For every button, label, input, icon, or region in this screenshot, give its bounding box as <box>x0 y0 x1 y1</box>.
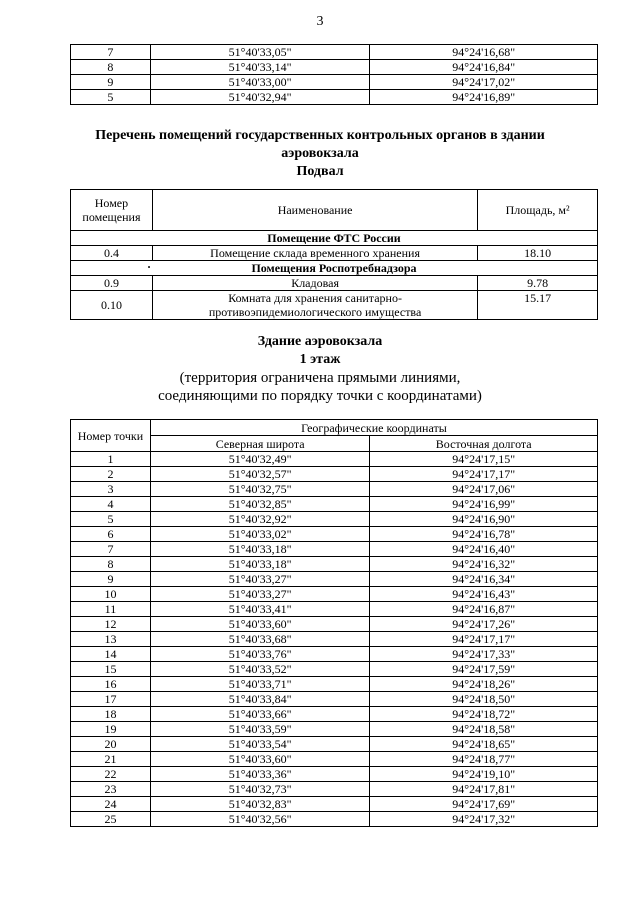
longitude: 94°24'16,32" <box>370 557 598 572</box>
longitude: 94°24'17,26" <box>370 617 598 632</box>
table-row <box>71 767 598 782</box>
point-number: 16 <box>71 677 151 692</box>
note-line2: соединяющими по порядку точки с координатами) <box>158 388 482 404</box>
point-number: 6 <box>71 527 151 542</box>
longitude: 94°24'16,89" <box>370 90 598 105</box>
latitude: 51°40'33,27" <box>150 587 370 602</box>
room-area: 18.10 <box>478 246 598 261</box>
rooms-group-fts: Помещение ФТС России <box>71 231 598 246</box>
table-row <box>71 482 598 497</box>
latitude: 51°40'33,54" <box>150 737 370 752</box>
latitude: 51°40'33,68" <box>150 632 370 647</box>
table-row <box>71 782 598 797</box>
table-row <box>71 542 598 557</box>
point-number: 7 <box>71 542 151 557</box>
longitude: 94°24'18,72" <box>370 707 598 722</box>
latitude: 51°40'33,60" <box>150 752 370 767</box>
longitude: 94°24'19,10" <box>370 767 598 782</box>
room-num: 0.9 <box>71 276 153 291</box>
latitude: 51°40'33,05" <box>150 45 370 60</box>
point-number: 22 <box>71 767 151 782</box>
point-number: 5 <box>71 512 151 527</box>
note-line1: (территория ограничена прямыми линиями, <box>179 370 461 386</box>
point-number: 14 <box>71 647 151 662</box>
room-area: 15.17 <box>478 291 598 320</box>
top-coordinates-table <box>70 44 598 105</box>
latitude: 51°40'33,27" <box>150 572 370 587</box>
point-number: 8 <box>71 60 151 75</box>
longitude: 94°24'16,99" <box>370 497 598 512</box>
longitude: 94°24'16,84" <box>370 60 598 75</box>
latitude: 51°40'32,85" <box>150 497 370 512</box>
latitude: 51°40'32,92" <box>150 512 370 527</box>
point-number: 3 <box>71 482 151 497</box>
table-row <box>71 467 598 482</box>
rooms-table <box>70 189 598 320</box>
point-number: 9 <box>71 75 151 90</box>
table-row <box>71 812 598 827</box>
latitude: 51°40'33,18" <box>150 542 370 557</box>
point-number: 10 <box>71 587 151 602</box>
table-row <box>71 497 598 512</box>
longitude: 94°24'17,59" <box>370 662 598 677</box>
table-row <box>71 45 598 60</box>
table-row <box>71 722 598 737</box>
latitude: 51°40'32,94" <box>150 90 370 105</box>
longitude: 94°24'17,17" <box>370 632 598 647</box>
rooms-group-rpn-label: Помещения Роспотребнадзора <box>251 261 417 275</box>
room-name-line2: противоэпидемиологического имущества <box>208 305 422 319</box>
table-row <box>71 527 598 542</box>
longitude: 94°24'16,87" <box>370 602 598 617</box>
coords-col-num: Номер точки <box>71 420 151 452</box>
table-row <box>71 677 598 692</box>
coordinates-table <box>70 419 598 827</box>
longitude: 94°24'18,58" <box>370 722 598 737</box>
latitude: 51°40'33,41" <box>150 602 370 617</box>
point-number: 7 <box>71 45 151 60</box>
latitude: 51°40'32,73" <box>150 782 370 797</box>
table-row <box>71 692 598 707</box>
longitude: 94°24'18,77" <box>370 752 598 767</box>
latitude: 51°40'33,84" <box>150 692 370 707</box>
table-row <box>71 602 598 617</box>
point-number: 8 <box>71 557 151 572</box>
longitude: 94°24'16,43" <box>370 587 598 602</box>
longitude: 94°24'16,78" <box>370 527 598 542</box>
latitude: 51°40'33,76" <box>150 647 370 662</box>
rooms-group-rpn <box>71 261 598 276</box>
table-row <box>71 752 598 767</box>
table-row <box>71 452 598 467</box>
point-number: 20 <box>71 737 151 752</box>
rooms-col-num: Номер помещения <box>71 190 153 231</box>
longitude: 94°24'18,26" <box>370 677 598 692</box>
latitude: 51°40'32,49" <box>150 452 370 467</box>
floor-title: 1 этаж <box>299 352 341 367</box>
building-title: Здание аэровокзала <box>257 334 383 349</box>
longitude: 94°24'17,32" <box>370 812 598 827</box>
point-number: 2 <box>71 467 151 482</box>
longitude: 94°24'17,81" <box>370 782 598 797</box>
point-number: 4 <box>71 497 151 512</box>
table-row <box>71 647 598 662</box>
table-row <box>71 662 598 677</box>
stray-mark: • <box>147 263 151 272</box>
table-row <box>71 75 598 90</box>
point-number: 18 <box>71 707 151 722</box>
point-number: 5 <box>71 90 151 105</box>
latitude: 51°40'33,02" <box>150 527 370 542</box>
latitude: 51°40'33,71" <box>150 677 370 692</box>
room-name: Кладовая <box>152 276 477 291</box>
room-num: 0.10 <box>71 291 153 320</box>
point-number: 19 <box>71 722 151 737</box>
page-number: 3 <box>316 14 324 29</box>
longitude: 94°24'16,90" <box>370 512 598 527</box>
table-row <box>71 572 598 587</box>
point-number: 12 <box>71 617 151 632</box>
longitude: 94°24'16,40" <box>370 542 598 557</box>
room-name: Помещение склада временного хранения <box>152 246 477 261</box>
point-number: 11 <box>71 602 151 617</box>
longitude: 94°24'17,69" <box>370 797 598 812</box>
room-num: 0.4 <box>71 246 153 261</box>
table-row <box>71 797 598 812</box>
table-row <box>71 737 598 752</box>
latitude: 51°40'33,14" <box>150 60 370 75</box>
point-number: 13 <box>71 632 151 647</box>
longitude: 94°24'17,15" <box>370 452 598 467</box>
latitude: 51°40'33,59" <box>150 722 370 737</box>
section-title-line2: аэровокзала <box>281 146 359 161</box>
table-row <box>71 90 598 105</box>
table-row <box>71 60 598 75</box>
section-subtitle: Подвал <box>296 164 344 179</box>
latitude: 51°40'32,56" <box>150 812 370 827</box>
latitude: 51°40'33,36" <box>150 767 370 782</box>
latitude: 51°40'33,18" <box>150 557 370 572</box>
coords-col-lon: Восточная долгота <box>370 436 598 452</box>
longitude: 94°24'17,33" <box>370 647 598 662</box>
room-area: 9.78 <box>478 276 598 291</box>
point-number: 17 <box>71 692 151 707</box>
longitude: 94°24'17,02" <box>370 75 598 90</box>
room-name <box>152 291 477 320</box>
latitude: 51°40'33,60" <box>150 617 370 632</box>
longitude: 94°24'17,17" <box>370 467 598 482</box>
latitude: 51°40'32,83" <box>150 797 370 812</box>
section-title-line1: Перечень помещений государственных контрольных органов в здании <box>95 128 545 143</box>
longitude: 94°24'18,65" <box>370 737 598 752</box>
point-number: 15 <box>71 662 151 677</box>
table-row <box>71 587 598 602</box>
latitude: 51°40'32,57" <box>150 467 370 482</box>
coords-col-lat: Северная широта <box>150 436 370 452</box>
table-row <box>71 512 598 527</box>
table-row <box>71 557 598 572</box>
longitude: 94°24'16,34" <box>370 572 598 587</box>
latitude: 51°40'33,00" <box>150 75 370 90</box>
table-row <box>71 617 598 632</box>
longitude: 94°24'18,50" <box>370 692 598 707</box>
latitude: 51°40'32,75" <box>150 482 370 497</box>
point-number: 23 <box>71 782 151 797</box>
point-number: 1 <box>71 452 151 467</box>
point-number: 9 <box>71 572 151 587</box>
room-name-line1: Комната для хранения санитарно- <box>228 291 402 305</box>
rooms-col-name: Наименование <box>152 190 477 231</box>
rooms-col-area: Площадь, м² <box>478 190 598 231</box>
coords-col-geo: Географические координаты <box>150 420 597 436</box>
latitude: 51°40'33,66" <box>150 707 370 722</box>
longitude: 94°24'17,06" <box>370 482 598 497</box>
latitude: 51°40'33,52" <box>150 662 370 677</box>
table-row <box>71 707 598 722</box>
point-number: 21 <box>71 752 151 767</box>
point-number: 24 <box>71 797 151 812</box>
longitude: 94°24'16,68" <box>370 45 598 60</box>
table-row <box>71 632 598 647</box>
point-number: 25 <box>71 812 151 827</box>
